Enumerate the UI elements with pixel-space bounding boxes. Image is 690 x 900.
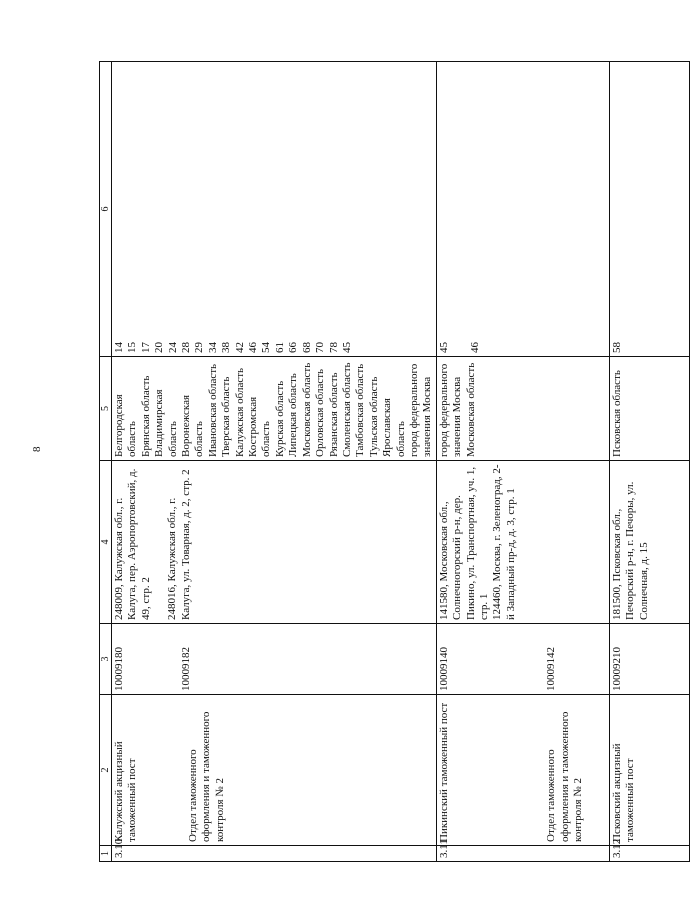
- region-code: 29: [193, 342, 206, 353]
- region-code: 58: [610, 342, 623, 353]
- department-code: 10009182: [180, 647, 193, 691]
- region-item: Ивановская область: [206, 363, 219, 457]
- post-name-cell: [609, 695, 689, 846]
- regions-cell: [609, 357, 689, 461]
- region-item: город федерального значения Москва: [437, 363, 464, 457]
- post-name-cell: [112, 695, 437, 846]
- post-name: Пикинский таможенный пост: [437, 702, 450, 842]
- region-codes-cell: [112, 62, 437, 357]
- code-cell: [112, 624, 437, 695]
- region-codes-cell: [609, 62, 689, 357]
- region-code: 20: [153, 342, 166, 353]
- region-item: Московская область: [464, 362, 477, 457]
- region-item: Липецкая область: [287, 373, 300, 457]
- header-cell: 4: [100, 461, 112, 624]
- table-row: [112, 62, 437, 862]
- region-code: 61: [273, 342, 286, 353]
- address-cell: [436, 461, 609, 624]
- region-code: 14: [113, 342, 125, 353]
- region-code: 70: [314, 342, 327, 353]
- post-code: 10009180: [113, 647, 125, 691]
- region-item: Костромская область: [247, 396, 273, 457]
- region-item: Курская область: [273, 380, 286, 457]
- region-code: 17: [139, 342, 152, 353]
- region-item: Воронежская область: [180, 394, 206, 457]
- region-code: 68: [300, 342, 313, 353]
- code-cell: [436, 624, 609, 695]
- header-cell: 6: [100, 62, 112, 357]
- post-name: Псковский акцизный таможенный пост: [610, 743, 637, 842]
- customs-posts-table: [99, 61, 690, 862]
- region-code: 46: [247, 342, 260, 353]
- region-item: город федерального значения Москва: [407, 363, 434, 457]
- region-item: Белгородская область: [113, 394, 139, 457]
- post-address: 248009, Калужская обл., г. Калуга, пер. Аэропортовский, д. 49, стр. 2: [113, 468, 152, 620]
- header-row: [100, 62, 112, 862]
- table-row: [609, 62, 689, 862]
- header-cell: 5: [100, 357, 112, 461]
- region-item: Калужская область: [233, 367, 246, 457]
- region-code: 15: [126, 342, 139, 353]
- region-item: Ярославская область: [381, 398, 407, 457]
- post-name: Калужский акцизный таможенный пост: [113, 741, 139, 842]
- page-number: 8: [31, 446, 43, 452]
- code-cell: [609, 624, 689, 695]
- region-code: 45: [437, 342, 450, 353]
- table-row: [436, 62, 609, 862]
- region-codes-cell: [436, 62, 609, 357]
- department-name: Отдел таможенного оформления и таможенного контроля № 2: [545, 711, 584, 842]
- row-number: 3.11: [436, 846, 609, 862]
- department-address: 248016, Калужская обл., г. Калуга, ул. Товарная, д. 2, стр. 2: [166, 469, 192, 620]
- post-code: 10009210: [610, 647, 623, 691]
- post-address: 141580, Московская обл., Солнечногорский р-н, дер. Пикино, ул. Транспортная, уч. 1, стр. 1: [437, 466, 490, 620]
- header-cell: 1: [100, 846, 112, 862]
- region-item: Смоленская область: [340, 362, 353, 457]
- region-item: Тамбовская область: [354, 363, 367, 457]
- region-code: 78: [327, 342, 340, 353]
- header-cell: 2: [100, 695, 112, 846]
- region-code: 38: [220, 342, 233, 353]
- region-code: 46: [469, 342, 482, 353]
- row-number: 3.10: [112, 846, 437, 862]
- address-cell: [112, 461, 437, 624]
- region-code: 28: [180, 342, 193, 353]
- region-code: 42: [233, 342, 246, 353]
- region-item: Московская область: [300, 362, 313, 457]
- region-item: Брянская область: [139, 375, 152, 457]
- address-cell: [609, 461, 689, 624]
- department-code: 10009142: [545, 647, 558, 691]
- region-code: 45: [340, 342, 353, 353]
- post-code: 10009140: [437, 647, 450, 691]
- row-number: 3.12: [609, 846, 689, 862]
- department-address: 124460, Москва, г. Зеленоград, 2-й Западный пр-д, д. 3, стр. 1: [491, 464, 517, 620]
- region-item: Тульская область: [367, 376, 380, 457]
- region-code: 66: [287, 342, 300, 353]
- region-item: Орловская область: [314, 368, 327, 457]
- region-item: Псковская область: [610, 370, 623, 457]
- region-item: Рязанская область: [327, 372, 340, 457]
- department-name: Отдел таможенного оформления и таможенного контроля № 2: [186, 711, 226, 842]
- region-item: Владимирская область: [153, 389, 179, 457]
- rotated-table-wrapper: [99, 62, 650, 862]
- region-item: Тверская область: [220, 376, 233, 457]
- header-cell: 3: [100, 624, 112, 695]
- region-code: 34: [206, 342, 219, 353]
- post-name-cell: [436, 695, 609, 846]
- region-code: 24: [166, 342, 179, 353]
- regions-cell: [436, 357, 609, 461]
- region-code: 54: [260, 342, 273, 353]
- post-address: 181500, Псковская обл., Печорский р-н, г. Печоры, ул. Солнечная, д. 15: [610, 481, 650, 620]
- regions-cell: [112, 357, 437, 461]
